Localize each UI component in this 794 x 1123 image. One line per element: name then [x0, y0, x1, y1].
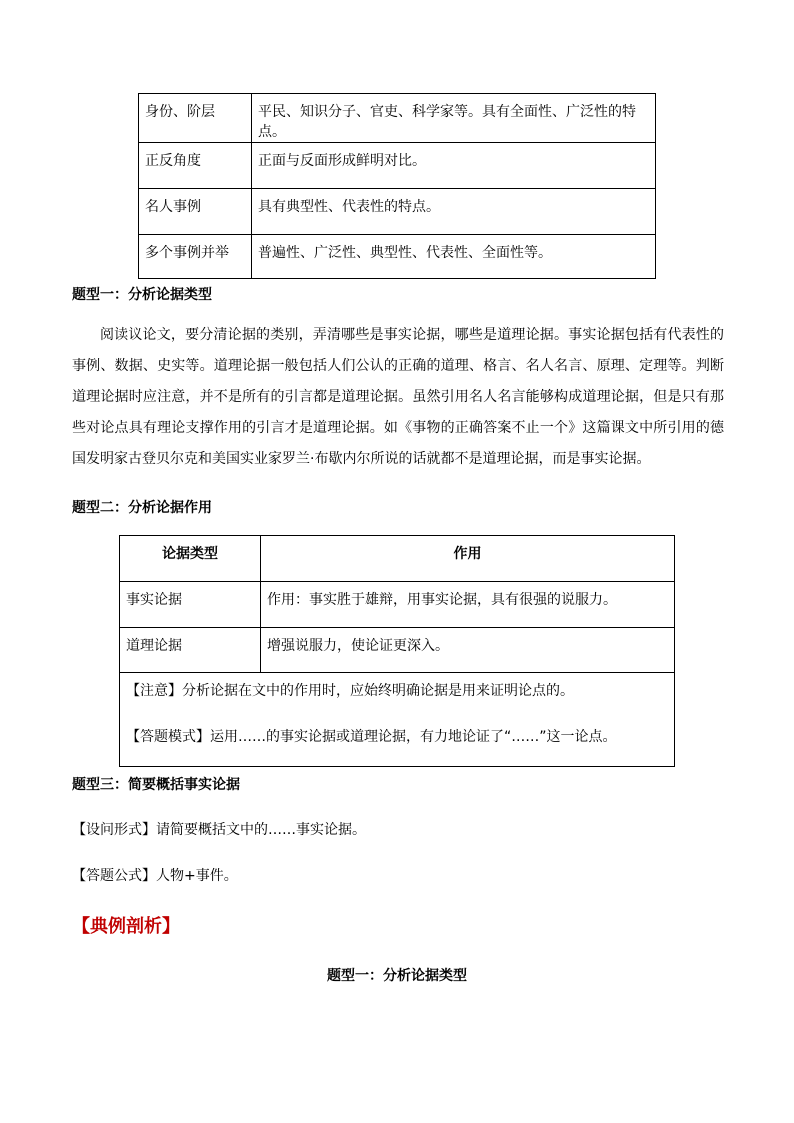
table-cell-text: 普遍性、广泛性、典型性、代表性、全面性等。	[252, 235, 656, 279]
section-heading-3: 题型三：简要概括事实论据	[72, 777, 240, 793]
table-cell-text: 具有典型性、代表性的特点。	[252, 189, 656, 235]
note-text: 【注意】分析论据在文中的作用时，应始终明确论据是用来证明论点的。	[126, 683, 574, 699]
answer-mode-text: 【答题模式】运用……的事实论据或道理论据，有力地论证了“……”这一论点。	[126, 729, 617, 745]
table-cell-text: 平民、知识分子、官吏、科学家等。具有全面性、广泛性的特点。	[252, 94, 656, 143]
table-cell-label: 正反角度	[139, 143, 252, 189]
section-heading-2: 题型二：分析论据作用	[72, 500, 212, 516]
table-cell-text: 作用：事实胜于雄辩，用事实论据，具有很强的说服力。	[261, 582, 675, 628]
example-title: 【典例剖析】	[72, 916, 180, 937]
table-cell-label: 身份、阶层	[139, 94, 252, 143]
table-header: 论据类型	[120, 536, 261, 582]
table-note-cell	[120, 673, 675, 767]
table-cell-label: 道理论据	[120, 628, 261, 673]
table-cell-label: 名人事例	[139, 189, 252, 235]
section-paragraph-1: 阅读议论文，要分清论据的类别，弄清哪些是事实论据，哪些是道理论据。事实论据包括有代表性的事例、数据、史实等。道理论据一般包括人们公认的正确的道理、格言、名人名言、原理、定理等。判断道理论据时应注意，并不是所有的引言都是道理论据。虽然引用名人名言能够构成道理论据，但是只有那些对论点具有理论支撑作用的引言才是道理论据。如《事物的正确答案不止一个》这篇课文中所引用的德国发明家古登贝尔克和美国实业家罗兰·布歇内尔所说的话就都不是道理论据，而是事实论据。	[72, 327, 724, 467]
argument-types-table	[138, 93, 656, 279]
table-cell-label: 事实论据	[120, 582, 261, 628]
table-cell-text: 增强说服力，使论证更深入。	[261, 628, 675, 673]
answer-formula-text: 【答题公式】人物+事件。	[72, 868, 238, 884]
example-subheading: 题型一：分析论据类型	[327, 968, 467, 984]
section-heading-1: 题型一：分析论据类型	[72, 287, 212, 303]
table-cell-label: 多个事例并举	[139, 235, 252, 279]
question-form-text: 【设问形式】请简要概括文中的……事实论据。	[72, 822, 366, 838]
table-header: 作用	[261, 536, 675, 582]
table-cell-text: 正面与反面形成鲜明对比。	[252, 143, 656, 189]
argument-function-table	[119, 535, 675, 767]
